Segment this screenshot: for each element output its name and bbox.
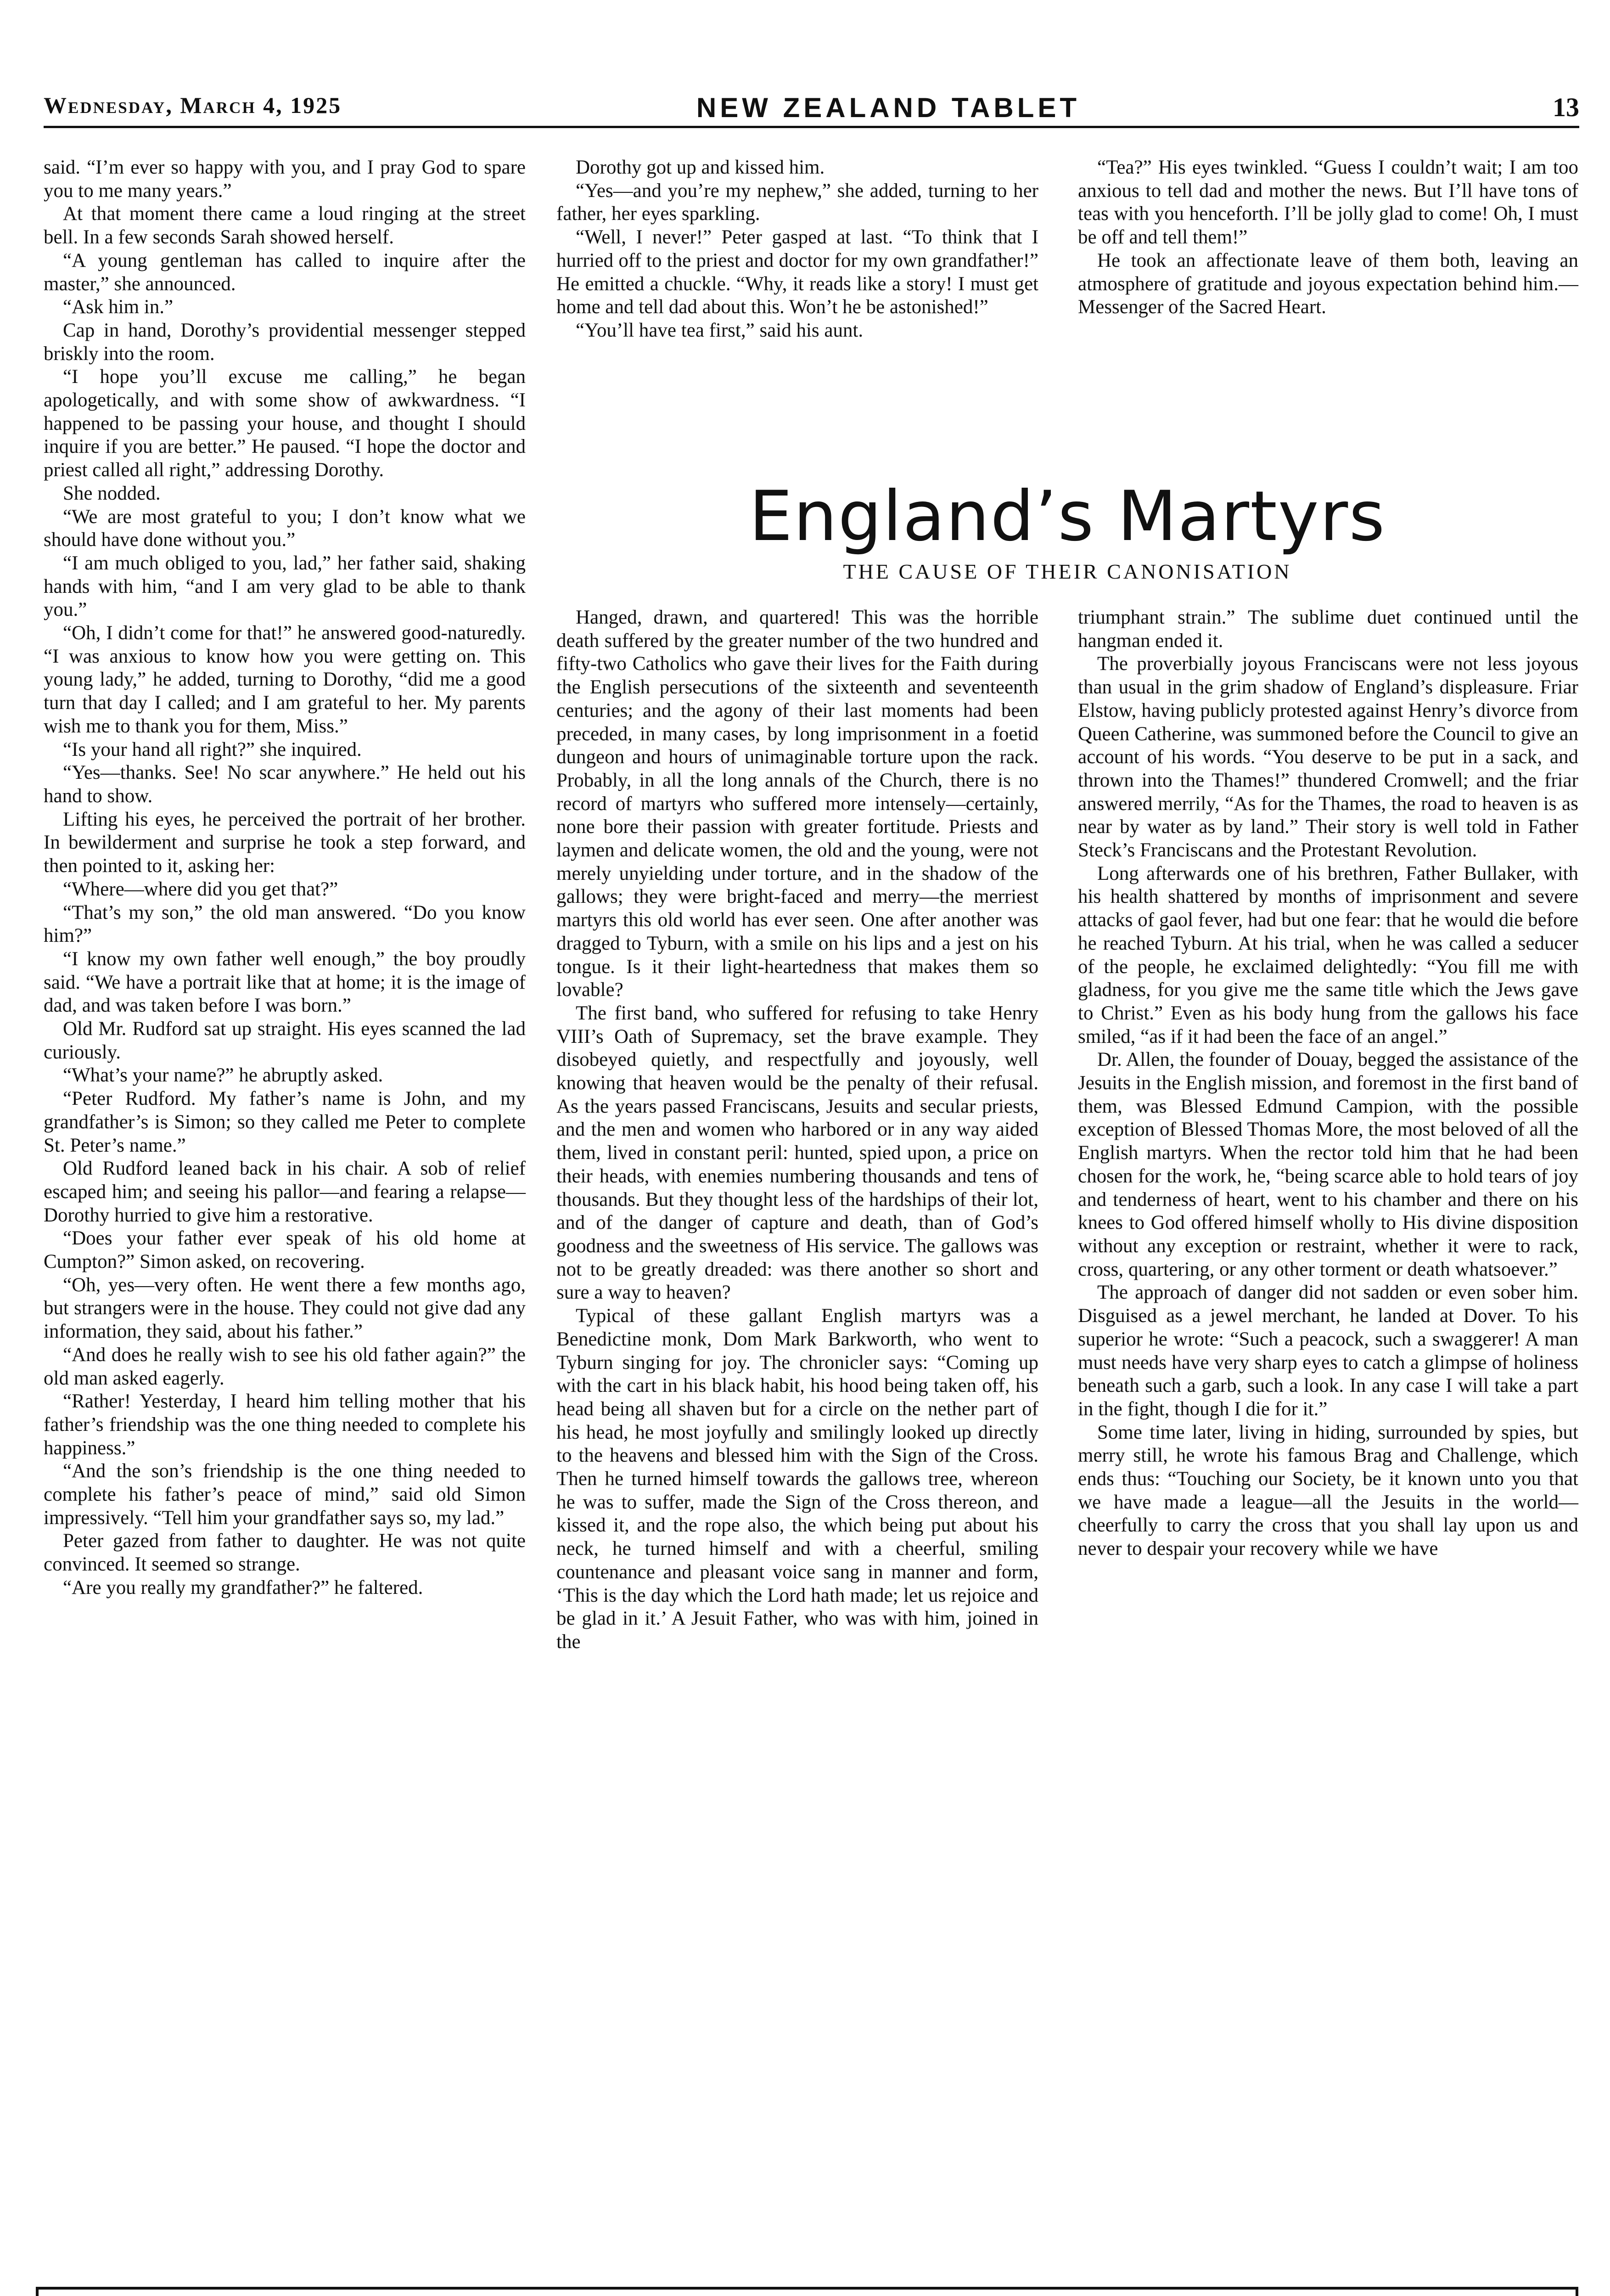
paragraph: “A young gentleman has called to inquire after the master,” she announced. [44,249,526,295]
paragraph: “Well, I never!” Peter gasped at last. “To think that I hurried off to the priest and doctor for my own grandfather!” He emitted a chuckle. “Why, it reads like a story! I must get home and tell dad about this. Won’t he be astonished!” [556,226,1038,318]
masthead [44,87,1579,128]
paragraph: “Where—where did you get that?” [63,878,338,900]
paragraph: The proverbially joyous Franciscans were not less joyous than usual in the grim shadow of England’s displeasure. Friar Elstow, having publicly protested against Henry’s divorce from Queen Catherine, was summoned before the Council to give an account of his words. “You deserve to be put in a sack, and thrown into the Thames!” thundered Cromwell; and the friar answered merrily, “As for the Thames, the road to heaven is as near by water as by land.” Their story is well told in Father Steck’s Franciscans and the Protestant Revolution. [1078,653,1578,861]
paragraph: “And the son’s friendship is the one thing needed to complete his father’s peace of mind,” said old Simon impressively. “Tell him your grandfather says so, my lad.” [44,1460,526,1529]
paragraph: said. “I’m ever so happy with you, and I pray God to spare you to me many years.” [44,157,526,202]
paragraph: Some time later, living in hiding, surrounded by spies, but merry still, he wrote his famous Brag and Challenge, which ends thus: “Touching our Society, be it known unto you that we have made a league—all the Jesuits in the world—cheerfully to carry the cross that you shall lay upon us and never to despair your recovery while we have [1078,1421,1578,1560]
paragraph: “That’s my son,” the old man answered. “Do you know him?” [44,901,526,947]
paragraph: Dr. Allen, the founder of Douay, begged the assistance of the Jesuits in the English mission, and foremost in the first band of them, was Blessed Edmund Campion, with the possible exception of Blessed Thomas More, the most beloved of all the English martyrs. When the rector told him that he had been chosen for the work, he, “being scarce able to hold tears of joy and tenderness of heart, went to his chamber and there on his knees to God offered himself wholly to His divine disposition without any exception or restraint, whether it were to rack, cross, quartering, or any other torment or death whatsoever.” [1078,1049,1578,1280]
paragraph: “I am much obliged to you, lad,” her father said, shaking hands with him, “and I am very glad to be able to thank you.” [44,552,526,621]
paragraph: Long afterwards one of his brethren, Father Bullaker, with his health shattered by months of imprisonment and severe attacks of gaol fever, had but one fear: that he would die before he reached Tyburn. At his trial, when he was called a seducer of the people, he exclaimed delightedly: “You fill me with gladness, for you give me the same title which the Jews gave to Christ.” Even as his body hung from the gallows his face smiled, “as if it had been the face of an angel.” [1078,862,1578,1047]
story-column-2 [556,156,1038,343]
newspaper-title: NEW ZEALAND TABLET [696,92,1081,123]
paragraph: “Oh, I didn’t come for that!” he answered good-naturedly. “I was anxious to know how you were getting on. This young lady,” he added, turning to Dorothy, “did me a good turn that day I called; and I am grateful to her. My parents wish me to thank you for them, Miss.” [44,622,526,737]
paragraph: “We are most grateful to you; I don’t know what we should have done without you.” [44,506,526,551]
paragraph: “I know my own father well enough,” the boy proudly said. “We have a portrait like that at home; it is the image of dad, and was taken before I was born.” [44,948,526,1017]
page-number: 13 [1553,92,1579,122]
paragraph: “Does your father ever speak of his old home at Cumpton?” Simon asked, on recovering. [44,1227,526,1273]
paragraph: “What’s your name?” he abruptly asked. [63,1064,383,1086]
paragraph: “Rather! Yesterday, I heard him telling mother that his father’s friendship was the one thing needed to complete his happiness.” [44,1390,526,1459]
paragraph: “Yes—and you’re my nephew,” she added, turning to her father, her eyes sparkling. [556,180,1038,225]
paragraph: He took an affectionate leave of them both, leaving an atmosphere of gratitude and joyous expectation behind him.—Messenger of the Sacred Heart. [1078,249,1578,318]
advertisement-box [36,2287,1578,2296]
article-title-block [556,478,1578,584]
article-headline: England’s Martyrs [749,477,1386,557]
paragraph: At that moment there came a loud ringing at the street bell. In a few seconds Sarah showed herself. [44,203,526,248]
paragraph: Old Rudford leaned back in his chair. A sob of relief escaped him; and seeing his pallor—and fearing a relapse—Dorothy hurried to give him a restorative. [44,1158,526,1226]
paragraph: “Peter Rudford. My father’s name is John, and my grandfather’s is Simon; so they called me Peter to complete St. Peter’s name.” [44,1088,526,1156]
paragraph: Lifting his eyes, he perceived the portrait of her brother. In bewilderment and surprise he took a step forward, and then pointed to it, asking her: [44,808,526,877]
paragraph: “I hope you’ll excuse me calling,” he began apologetically, and with some show of awkwardness. “I happened to be passing your house, and thought I should inquire if you are better.” He paused. “I hope the doctor and priest called all right,” addressing Dorothy. [44,366,526,481]
paragraph: Dorothy got up and kissed him. [576,157,825,178]
paragraph: “Is your hand all right?” she inquired. [63,738,362,760]
article-column-left [556,606,1038,1654]
paragraph: Hanged, drawn, and quartered! This was the horrible death suffered by the greater number of the two hundred and fifty-two Catholics who gave their lives for the Faith during the English persecutions of the sixteenth and seventeenth centuries; and the agony of their last moments had been preceded, in many cases, by long imprisonment in a foetid dungeon and hours of unimaginable torture upon the rack. Probably, in all the long annals of the Church, there is no record of martyrs who suffered more intensely—certainly, none bore their passion with greater fortitude. Priests and laymen and delicate women, the old and the young, were not merely unyielding under torture, and in the shadow of the gallows; they were bright-faced and merry—the merriest martyrs this old world has ever seen. One after another was dragged to Tyburn, with a smile on his lips and a jest on his tongue. Is it their light-heartedness that makes them so lovable? [556,607,1038,1001]
paragraph: The approach of danger did not sadden or even sober him. Disguised as a jewel merchant, he landed at Dover. To his superior he wrote: “Such a peacock, such a swaggerer! A man must needs have very sharp eyes to catch a glimpse of holiness beneath such a garb, such a look. In any case I will take a part in the fight, though I die for it.” [1078,1282,1578,1420]
paragraph: “Yes—thanks. See! No scar anywhere.” He held out his hand to show. [44,762,526,807]
paragraph: triumphant strain.” The sublime duet continued until the hangman ended it. [1078,607,1578,652]
paragraph: Cap in hand, Dorothy’s providential messenger stepped briskly into the room. [44,319,526,365]
paragraph: Old Mr. Rudford sat up straight. His eyes scanned the lad curiously. [44,1018,526,1063]
paragraph: The first band, who suffered for refusing to take Henry VIII’s Oath of Supremacy, set the brave example. They disobeyed quietly, and respectfully and joyously, well knowing that heaven would be the penalty of their refusal. As the years passed Franciscans, Jesuits and secular priests, and the men and women who harbored or in any way aided them, lived in constant peril: hunted, spied upon, a price on their heads, with enemies numbering thousands and tens of thousands. But they thought less of the hardships of their lot, and of the danger of capture and death, than of God’s goodness and the sweetness of His service. The gallows was not to be greatly dreaded: was there another so short and sure a way to heaven? [556,1002,1038,1304]
paragraph: Typical of these gallant English martyrs was a Benedictine monk, Dom Mark Barkworth, who went to Tyburn singing for joy. The chronicler says: “Coming up with the cart in his black habit, his hood being taken off, his head being all shaven but for a circle on the nether part of his head, he most joyfully and smilingly looked up directly to the heavens and blessed him with the Sign of the Cross. Then he turned himself towards the gallows tree, whereon he was to suffer, made the Sign of the Cross thereon, and kissed it, and the rope also, the which being put about his neck, he turned himself and with a cheerful, smiling countenance and pleasant voice sang in manner and form, ‘This is the day which the Lord hath made; let us rejoice and be glad in it.’ A Jesuit Father, who was with him, joined in the [556,1305,1038,1653]
paragraph: “Ask him in.” [63,296,174,318]
story-column-1 [44,156,526,1600]
paragraph: Peter gazed from father to daughter. He was not quite convinced. It seemed so strange. [44,1530,526,1576]
issue-date: Wednesday, March 4, 1925 [44,92,342,118]
paragraph: “Are you really my grandfather?” he faltered. [63,1576,423,1598]
story-column-3 [1078,156,1578,319]
paragraph: “And does he really wish to see his old father again?” the old man asked eagerly. [44,1344,526,1389]
paragraph: “Oh, yes—very often. He went there a few months ago, but strangers were in the house. They could not give dad any information, they said, about his father.” [44,1274,526,1343]
paragraph: “You’ll have tea first,” said his aunt. [576,319,864,341]
article-column-right [1078,606,1578,1561]
article-subhead: THE CAUSE OF THEIR CANONISATION [843,560,1292,583]
paragraph: “Tea?” His eyes twinkled. “Guess I couldn’t wait; I am too anxious to tell dad and mother the news. But I’ll have tons of teas with you henceforth. I’ll be jolly glad to come! Oh, I must be off and tell them!” [1078,157,1578,248]
paragraph: She nodded. [63,482,161,504]
